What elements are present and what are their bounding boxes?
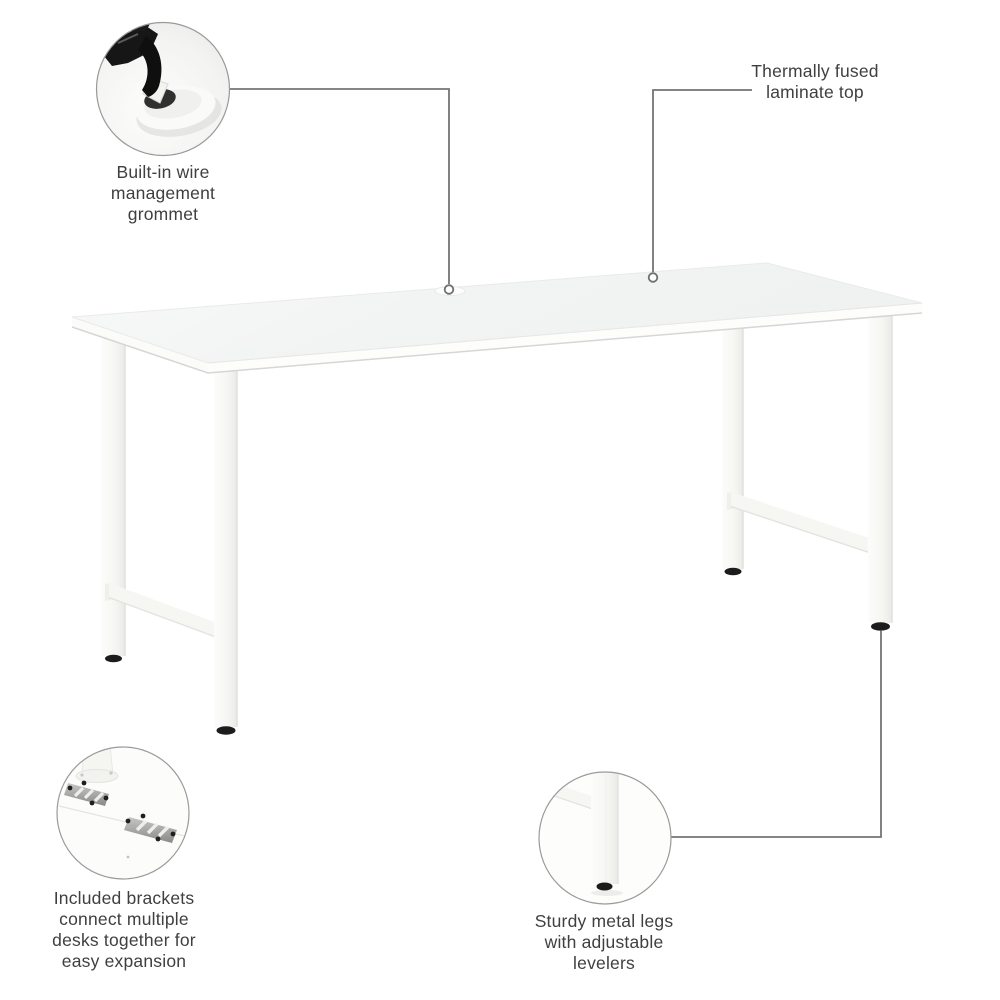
caption-line: easy expansion — [61, 951, 187, 971]
desk-leg-back-left — [101, 330, 126, 656]
grommet-photo-inset — [97, 22, 230, 156]
caption-line: desks together for — [52, 930, 196, 950]
callout-dot-grommet — [445, 285, 454, 294]
foot-front-left — [217, 726, 236, 734]
desk-leg-front-right — [868, 308, 893, 623]
caption-line: Built-in wire — [116, 162, 210, 182]
leg-leveler-photo-inset — [539, 771, 671, 904]
brackets-photo-inset — [57, 745, 189, 879]
laminate-top-caption — [705, 61, 925, 103]
foot-back-right — [725, 568, 742, 576]
callout-dot-laminate — [649, 273, 658, 282]
callout-line-laminate — [653, 90, 752, 272]
caption-line: grommet — [127, 204, 199, 224]
caption-line: levelers — [573, 953, 635, 973]
foot-front-right — [871, 622, 890, 630]
caption-line: Thermally fused — [751, 61, 879, 81]
desk-stretcher-right — [727, 492, 872, 554]
brackets-caption — [14, 888, 234, 972]
caption-line: laminate top — [766, 82, 864, 102]
caption-line: Sturdy metal legs — [534, 911, 674, 931]
desk-slab — [72, 263, 922, 373]
levelers-caption — [494, 911, 714, 974]
grommet-caption — [53, 162, 273, 225]
caption-line: management — [110, 183, 216, 203]
inset-shadow — [591, 890, 623, 896]
desk — [72, 263, 922, 735]
desk-leg-back-right — [722, 318, 744, 569]
desk-leg-front-left — [214, 362, 238, 727]
caption-line: with adjustable — [544, 932, 664, 952]
inset-leveler-foot — [597, 883, 613, 891]
callout-line-levelers — [672, 631, 882, 837]
caption-line: connect multiple — [59, 909, 189, 929]
foot-back-left — [105, 655, 122, 663]
caption-line: Included brackets — [53, 888, 195, 908]
inset-leg — [591, 771, 619, 884]
callout-lines — [230, 89, 881, 837]
